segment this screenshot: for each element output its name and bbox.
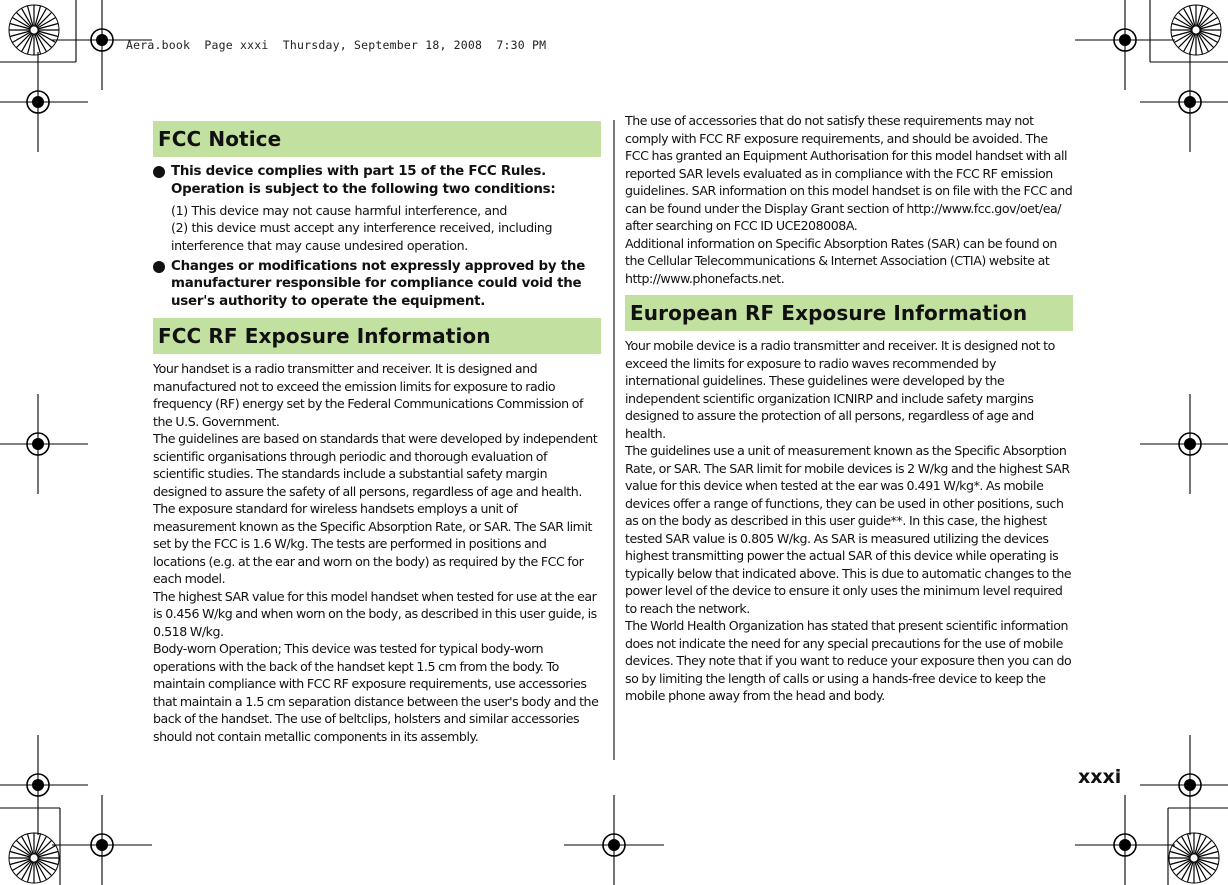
fcc-notice-heading: FCC Notice — [153, 121, 601, 157]
list-item — [153, 258, 601, 311]
fcc-notice-list — [153, 163, 601, 310]
page-number: xxxi — [1078, 766, 1122, 788]
paragraph: The use of accessories that do not satisfy these requirements may not comply with FCC RF exposure requirements, and should be avoided. The FCC has granted an Equipment Authorisation for this model handset with all reported SAR levels evaluated as in compliance with the FCC RF emission guidelines. SAR information on this model handset is on file with the FCC and can be found under the Display Grant section of http://www.fcc.gov/oet/ea/ after searching on FCC ID UCE208008A. — [625, 113, 1073, 233]
left-column — [153, 112, 601, 745]
paragraph: Body-worn Operation; This device was tested for typical body-worn operations with the back of the handset kept 1.5 cm from the body. To maintain compliance with FCC RF exposure requirements, use accessories that maintain a 1.5 cm separation distance between the user's body and the back of the handset. The use of beltclips, holsters and similar accessories should not contain metallic components in its assembly. — [153, 641, 599, 744]
paragraph: The guidelines use a unit of measurement known as the Specific Absorption Rate, or SAR. The SAR limit for mobile devices is 2 W/kg and the highest SAR value for this device when tested at the ear was 0.491 W/kg*. As mobile devices offer a range of functions, they can be used in other positions, such as on the body as described in this user guide**. In this case, the highest tested SAR value is 0.805 W/kg. As SAR is measured utilizing the devices highest transmitting power the actual SAR of this device while operating is typically below that indicated above. This is due to automatic changes to the power level of the device to ensure it only uses the minimum level required to reach the network. — [625, 443, 1072, 616]
bullet-icon — [153, 166, 165, 178]
paragraph: The highest SAR value for this model handset when tested for use at the ear is 0.456 W/kg and when worn on the body, as described in this user guide, is 0.518 W/kg. — [153, 588, 597, 639]
paragraph: Your mobile device is a radio transmitter and receiver. It is designed not to exceed the limits for exposure to radio waves recommended by international guidelines. These guidelines were developed by the independent scientific organization ICNIRP and include safety margins designed to assure the protection of all persons, regardless of age and health. — [625, 338, 1055, 441]
bullet-text: Changes or modifications not expressly approved by the manufacturer responsible for compliance could void the user's authority to operate the equipment. — [171, 258, 586, 309]
registration-mark — [1075, 0, 1175, 90]
registration-mark — [1075, 795, 1175, 885]
european-rf-heading: European RF Exposure Information — [625, 295, 1073, 331]
paragraph: The World Health Organization has stated that present scientific information does not indicate the need for any special precautions for the use of mobile devices. They note that if you want to reduce your exposure then you can do so by limiting the length of calls or using a hands-free device to keep the mobile phone away from the head and body. — [625, 618, 1072, 703]
paragraph: The guidelines are based on standards that were developed by independent scientific organisations through periodic and thorough evaluation of scientific studies. The standards include a substantial safety margin designed to assure the safety of all persons, regardless of age and health. — [153, 431, 598, 499]
print-header: Aera.book Page xxxi Thursday, September 18, 2008 7:30 PM — [126, 38, 547, 52]
registration-mark — [52, 795, 152, 885]
column-divider — [613, 120, 615, 760]
registration-mark — [0, 394, 88, 494]
star-mark-bottom-right — [1169, 833, 1219, 883]
right-column — [625, 112, 1073, 705]
registration-mark — [564, 795, 664, 885]
paragraph: Your handset is a radio transmitter and receiver. It is designed and manufactured not to exceed the emission limits for exposure to radio frequency (RF) energy set by the Federal Communications Commission of the U.S. Government. — [153, 361, 583, 429]
registration-mark — [1140, 394, 1228, 494]
registration-mark — [0, 52, 88, 152]
conditions-list — [171, 202, 601, 254]
bullet-text: This device complies with part 15 of the FCC Rules. Operation is subject to the following two conditions: — [171, 164, 556, 197]
list-item — [153, 163, 601, 254]
star-mark-top-right — [1171, 5, 1221, 55]
star-mark-bottom-left — [9, 833, 59, 883]
star-mark-top-left — [9, 5, 59, 55]
bullet-icon — [153, 261, 165, 273]
registration-mark — [1140, 52, 1228, 152]
paragraph: The exposure standard for wireless handsets employs a unit of measurement known as the Specific Absorption Rate, or SAR. The SAR limit set by the FCC is 1.6 W/kg. The tests are performed in positions and locations (e.g. at the ear and worn on the body) as required by the FCC for each model. — [153, 501, 593, 587]
condition-1: (1) This device may not cause harmful interference, and — [171, 203, 508, 218]
condition-2: (2) this device must accept any interference received, including interference that may cause undesired operation. — [171, 220, 553, 253]
registration-mark — [0, 735, 88, 835]
fcc-rf-heading: FCC RF Exposure Information — [153, 318, 601, 354]
registration-mark — [1140, 735, 1228, 835]
paragraph: Additional information on Specific Absorption Rates (SAR) can be found on the Cellular Telecommunications & Internet Association (CTIA) website at http://www.phonefacts.net. — [625, 235, 1057, 286]
